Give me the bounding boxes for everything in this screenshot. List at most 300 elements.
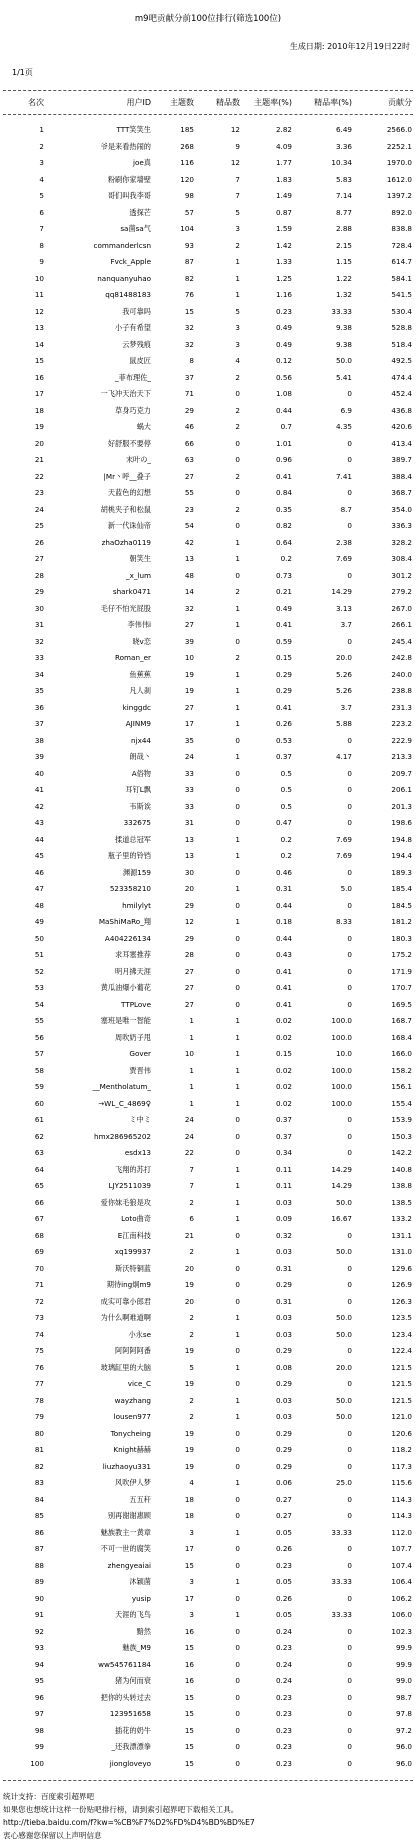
cell-topics: 66: [184, 438, 194, 448]
cell-rank: 67: [34, 1214, 44, 1223]
cell-topics: 48: [184, 570, 194, 580]
cell-rank: 2: [39, 141, 44, 151]
table-header: [0, 96, 416, 110]
cell-rank: 7: [39, 224, 44, 233]
cell-user-id: 胡桃夹子和松鼠: [100, 504, 151, 514]
table-row: [0, 1624, 416, 1641]
cell-rank: 29: [34, 587, 44, 596]
cell-featured: 1: [235, 1164, 240, 1174]
cell-score: 388.4: [391, 471, 412, 481]
table-row: [0, 1756, 416, 1773]
cell-user-id: 插花的奶牛: [115, 1725, 151, 1735]
table-row: [0, 1360, 416, 1377]
cell-user-id: xq199937: [114, 1247, 151, 1256]
cell-featured: 0: [235, 1346, 240, 1355]
cell-featured-rate: 100.0: [331, 1082, 352, 1091]
footer-link[interactable]: http://tieba.baidu.com/f?kw=%CB%F7%D2%FD%D4%BD%BD%E7: [3, 1818, 255, 1827]
cell-featured-rate: 0: [347, 1676, 352, 1685]
cell-rank: 56: [34, 1032, 44, 1042]
cell-user-id: 把你的头转过去: [100, 1692, 151, 1702]
cell-topic-rate: 0.05: [275, 1577, 292, 1586]
cell-score: 336.3: [391, 521, 412, 530]
cell-score: 97.2: [395, 1725, 412, 1735]
cell-featured-rate: 5.88: [335, 719, 352, 728]
cell-score: 121.5: [391, 1395, 412, 1405]
cell-rank: 95: [34, 1676, 44, 1685]
cell-score: 106.4: [391, 1577, 412, 1586]
cell-score: 156.1: [391, 1082, 412, 1091]
cell-topics: 19: [184, 1280, 194, 1289]
cell-topic-rate: 0.02: [275, 1016, 292, 1025]
cell-score: 413.4: [391, 438, 412, 448]
cell-score: 231.3: [391, 702, 412, 712]
cell-topic-rate: 0.84: [275, 488, 292, 497]
footer-invite: 如果您也想统计这样一份贴吧排行榜，请到索引超界吧下载相关工具。: [3, 1805, 239, 1814]
cell-featured-rate: 0: [347, 900, 352, 910]
cell-score: 131.0: [391, 1247, 412, 1256]
cell-featured: 0: [235, 966, 240, 976]
cell-featured-rate: 20.0: [335, 653, 352, 662]
cell-score: 1397.2: [386, 191, 412, 200]
cell-featured: 1: [235, 1313, 240, 1322]
cell-score: 728.4: [391, 240, 412, 250]
cell-featured: 4: [235, 356, 240, 365]
cell-topics: 13: [184, 851, 194, 860]
cell-topics: 2: [189, 1412, 194, 1421]
table-row: [0, 518, 416, 535]
cell-topic-rate: 0.29: [275, 1280, 292, 1289]
cell-topic-rate: 1.08: [275, 389, 292, 398]
cell-user-id: 沐颖菌: [129, 1577, 151, 1586]
cell-rank: 20: [34, 438, 44, 448]
cell-topics: 7: [189, 1164, 194, 1174]
cell-featured: 1: [235, 669, 240, 679]
cell-topics: 55: [184, 488, 194, 497]
cell-topic-rate: 0.31: [275, 1296, 292, 1306]
cell-rank: 43: [34, 818, 44, 827]
cell-score: 107.7: [391, 1544, 412, 1553]
cell-topic-rate: 0.29: [275, 669, 292, 679]
cell-topic-rate: 0.41: [275, 620, 292, 629]
table-row: [0, 865, 416, 882]
cell-user-id: 为什么啊难道啊: [100, 1313, 151, 1322]
cell-featured-rate: 0: [347, 1544, 352, 1553]
cell-score: 1970.0: [386, 158, 412, 167]
cell-featured-rate: 7.69: [335, 834, 352, 844]
cell-topic-rate: 0.05: [275, 1610, 292, 1619]
table-row: [0, 1079, 416, 1096]
cell-topics: 10: [184, 653, 194, 662]
cell-featured-rate: 0: [347, 966, 352, 976]
table-row: [0, 914, 416, 931]
cell-topics: 19: [184, 1445, 194, 1454]
cell-score: 185.4: [391, 884, 412, 893]
cell-rank: 52: [34, 966, 44, 976]
table-row: [0, 122, 416, 139]
cell-topic-rate: 0.23: [275, 1643, 292, 1652]
table-row: [0, 1508, 416, 1525]
cell-featured: 0: [235, 1296, 240, 1306]
cell-user-id: joe真: [132, 158, 151, 167]
cell-rank: 85: [34, 1511, 44, 1520]
cell-user-id: Knight赫赫: [113, 1445, 151, 1454]
cell-topic-rate: 0.87: [275, 207, 292, 217]
cell-featured-rate: 9.38: [335, 323, 352, 332]
cell-featured: 5: [235, 207, 240, 217]
table-row: [0, 1673, 416, 1690]
cell-user-id: commanderlcsn: [93, 240, 151, 250]
cell-topics: 98: [184, 191, 194, 200]
cell-topic-rate: 0.03: [275, 1329, 292, 1339]
cell-topic-rate: 0.03: [275, 1197, 292, 1207]
cell-score: 301.2: [391, 570, 412, 580]
cell-topic-rate: 0.23: [275, 306, 292, 316]
cell-score: 97.8: [395, 1709, 412, 1718]
cell-topic-rate: 0.12: [275, 356, 292, 365]
cell-topics: 21: [184, 1230, 194, 1240]
cell-featured-rate: 14.29: [331, 587, 352, 596]
cell-topics: 22: [184, 1148, 194, 1157]
cell-score: 96.0: [395, 1742, 412, 1751]
cell-topic-rate: 0.2: [280, 834, 292, 844]
cell-featured: 0: [235, 801, 240, 811]
table-row: [0, 1046, 416, 1063]
cell-score: 354.0: [391, 504, 412, 514]
cell-user-id: Fvck_Apple: [110, 257, 151, 266]
cell-featured: 1: [235, 537, 240, 547]
cell-topic-rate: 0.26: [275, 1544, 292, 1553]
cell-user-id: A404226134: [104, 933, 151, 943]
cell-score: 150.3: [391, 1131, 412, 1141]
cell-score: 2566.0: [386, 125, 412, 134]
cell-featured-rate: 5.0: [340, 884, 352, 893]
cell-score: 614.7: [391, 257, 412, 266]
cell-topics: 17: [184, 1544, 194, 1553]
cell-featured-rate: 0: [347, 1346, 352, 1355]
cell-topics: 20: [184, 1296, 194, 1306]
cell-rank: 81: [34, 1445, 44, 1454]
cell-featured: 3: [235, 224, 240, 233]
cell-featured-rate: 0: [347, 1692, 352, 1702]
cell-user-id: Roman_er: [114, 653, 151, 662]
cell-topic-rate: 0.03: [275, 1247, 292, 1256]
cell-score: 121.0: [391, 1412, 412, 1421]
cell-featured: 0: [235, 1560, 240, 1570]
cell-featured: 0: [235, 1593, 240, 1603]
cell-topic-rate: 0.73: [275, 570, 292, 580]
cell-featured: 0: [235, 1544, 240, 1553]
cell-featured-rate: 3.13: [335, 603, 352, 613]
cell-featured-rate: 6.49: [335, 125, 352, 134]
cell-score: 133.2: [391, 1214, 412, 1223]
cell-featured-rate: 33.33: [331, 306, 352, 316]
cell-featured: 1: [235, 851, 240, 860]
cell-featured-rate: 25.0: [335, 1478, 352, 1487]
cell-featured-rate: 50.0: [335, 1395, 352, 1405]
table-row: [0, 766, 416, 783]
cell-topic-rate: 0.26: [275, 1593, 292, 1603]
cell-score: 107.4: [391, 1560, 412, 1570]
cell-score: 112.0: [391, 1527, 412, 1537]
cell-score: 122.4: [391, 1346, 412, 1355]
cell-user-id: 揉道总冠军: [115, 834, 151, 844]
cell-score: 279.2: [391, 587, 412, 596]
cell-featured-rate: 0: [347, 1709, 352, 1718]
cell-user-id: LJY2511039: [108, 1181, 151, 1190]
cell-topics: 82: [184, 273, 194, 283]
cell-featured-rate: 100.0: [331, 1032, 352, 1042]
cell-topics: 32: [184, 339, 194, 349]
cell-featured: 0: [235, 636, 240, 646]
cell-score: 118.2: [391, 1445, 412, 1454]
header-rank: 名次: [28, 98, 44, 107]
cell-rank: 54: [34, 999, 44, 1009]
cell-score: 242.8: [391, 653, 412, 662]
footer-support: 统计支持：百度索引超界吧: [3, 1792, 95, 1801]
divider-top: [3, 90, 413, 91]
table-row: [0, 1426, 416, 1443]
cell-user-id: 阿阿阿阿番: [115, 1346, 151, 1355]
cell-score: 168.7: [391, 1016, 412, 1025]
table-row: [0, 667, 416, 684]
cell-featured-rate: 14.29: [331, 1164, 352, 1174]
cell-featured: 7: [235, 174, 240, 184]
cell-topic-rate: 0.44: [275, 900, 292, 910]
cell-user-id: liuzhaoyu331: [102, 1461, 151, 1471]
table-row: [0, 1525, 416, 1542]
table-row: [0, 188, 416, 205]
table-row: [0, 749, 416, 766]
table-row: [0, 1327, 416, 1344]
cell-topic-rate: 0.03: [275, 1412, 292, 1421]
cell-topics: 10: [184, 1049, 194, 1058]
cell-featured: 1: [235, 917, 240, 926]
cell-topics: 31: [184, 818, 194, 827]
cell-featured-rate: 0: [347, 570, 352, 580]
cell-topics: 15: [184, 1725, 194, 1735]
cell-score: 123.5: [391, 1313, 412, 1322]
cell-rank: 89: [34, 1577, 44, 1586]
cell-score: 126.9: [391, 1280, 412, 1289]
cell-featured: 1: [235, 1577, 240, 1586]
cell-rank: 40: [34, 768, 44, 778]
cell-topics: 30: [184, 867, 194, 877]
cell-featured-rate: 33.33: [331, 1610, 352, 1619]
table-row: [0, 221, 416, 238]
table-row: [0, 799, 416, 816]
cell-topic-rate: 0.59: [275, 636, 292, 646]
table-row: [0, 1723, 416, 1740]
cell-rank: 60: [34, 1098, 44, 1108]
cell-rank: 51: [34, 950, 44, 959]
cell-score: 238.8: [391, 686, 412, 695]
cell-featured-rate: 33.33: [331, 1527, 352, 1537]
cell-topic-rate: 0.49: [275, 323, 292, 332]
cell-topic-rate: 0.23: [275, 1560, 292, 1570]
cell-featured: 1: [235, 752, 240, 761]
cell-user-id: 魅族教主一黄章: [100, 1527, 151, 1537]
cell-topic-rate: 0.96: [275, 455, 292, 464]
cell-topics: 27: [184, 702, 194, 712]
cell-user-id: 渊源159: [122, 867, 151, 877]
cell-topic-rate: 0.02: [275, 1032, 292, 1042]
cell-topic-rate: 0.27: [275, 1511, 292, 1520]
cell-rank: 9: [39, 257, 44, 266]
cell-score: 175.2: [391, 950, 412, 959]
table-row: [0, 1459, 416, 1476]
cell-featured-rate: 0: [347, 1461, 352, 1471]
cell-user-id: 一飞冲天治天下: [100, 389, 151, 398]
cell-featured-rate: 16.67: [331, 1214, 352, 1223]
cell-score: 123.4: [391, 1329, 412, 1339]
cell-topics: 120: [180, 174, 194, 184]
cell-featured: 12: [230, 125, 240, 134]
cell-featured-rate: 100.0: [331, 1098, 352, 1108]
cell-score: 180.3: [391, 933, 412, 943]
cell-rank: 12: [34, 306, 44, 316]
cell-score: 168.4: [391, 1032, 412, 1042]
cell-topics: 33: [184, 768, 194, 778]
cell-topics: 116: [180, 158, 194, 167]
cell-rank: 97: [34, 1709, 44, 1718]
cell-topic-rate: 0.32: [275, 1230, 292, 1240]
cell-topic-rate: 0.41: [275, 999, 292, 1009]
cell-featured-rate: 0: [347, 1593, 352, 1603]
cell-featured: 1: [235, 257, 240, 266]
cell-featured: 0: [235, 1131, 240, 1141]
cell-score: 528.8: [391, 323, 412, 332]
cell-score: 99.9: [395, 1643, 412, 1652]
cell-topics: 19: [184, 1379, 194, 1388]
table-row: [0, 1640, 416, 1657]
cell-featured-rate: 5.26: [335, 686, 352, 695]
cell-user-id: 不可一世的腐笑: [100, 1544, 151, 1553]
cell-topic-rate: 0.11: [275, 1181, 292, 1190]
cell-featured: 0: [235, 1643, 240, 1652]
cell-user-id: 明月拂天涯: [115, 966, 151, 976]
cell-rank: 19: [34, 422, 44, 431]
cell-rank: 76: [34, 1362, 44, 1372]
cell-featured: 1: [235, 884, 240, 893]
cell-user-id: AJINM9: [125, 719, 151, 728]
cell-score: 117.3: [391, 1461, 412, 1471]
cell-rank: 8: [39, 240, 44, 250]
cell-user-id: 李伟伟i: [127, 620, 151, 629]
cell-topics: 6: [189, 1214, 194, 1223]
cell-topic-rate: 0.24: [275, 1659, 292, 1669]
cell-rank: 63: [34, 1148, 44, 1157]
cell-topics: 104: [180, 224, 194, 233]
cell-score: 452.4: [391, 389, 412, 398]
cell-rank: 35: [34, 686, 44, 695]
cell-topics: 15: [184, 1692, 194, 1702]
cell-rank: 34: [34, 669, 44, 679]
table-row: [0, 469, 416, 486]
cell-score: 2252.1: [386, 141, 412, 151]
cell-topics: 2: [189, 1197, 194, 1207]
cell-topic-rate: 0.41: [275, 471, 292, 481]
cell-featured: 2: [235, 240, 240, 250]
table-row: [0, 683, 416, 700]
cell-topic-rate: 0.34: [275, 1148, 292, 1157]
cell-topics: 57: [184, 207, 194, 217]
cell-featured: 0: [235, 785, 240, 794]
cell-topics: 24: [184, 752, 194, 761]
cell-score: 492.5: [391, 356, 412, 365]
cell-topics: 1: [189, 1082, 194, 1091]
table-row: [0, 1145, 416, 1162]
table-row: [0, 1574, 416, 1591]
cell-featured-rate: 14.29: [331, 1181, 352, 1190]
cell-topic-rate: 0.03: [275, 1395, 292, 1405]
cell-rank: 48: [34, 900, 44, 910]
cell-score: 892.0: [391, 207, 412, 217]
cell-topics: 28: [184, 950, 194, 959]
table-row: [0, 172, 416, 189]
cell-featured-rate: 0: [347, 950, 352, 959]
table-row: [0, 1376, 416, 1393]
cell-rank: 27: [34, 554, 44, 563]
cell-score: 389.7: [391, 455, 412, 464]
cell-topics: 2: [189, 1313, 194, 1322]
cell-score: 169.5: [391, 999, 412, 1009]
cell-featured-rate: 50.0: [335, 1313, 352, 1322]
cell-rank: 62: [34, 1131, 44, 1141]
cell-user-id: 五五秆: [129, 1494, 151, 1504]
cell-topic-rate: 1.77: [275, 158, 292, 167]
cell-topic-rate: 0.06: [275, 1478, 292, 1487]
cell-score: 140.8: [391, 1164, 412, 1174]
cell-user-id: 求耳塞推荐: [115, 950, 151, 959]
cell-featured: 1: [235, 1329, 240, 1339]
cell-user-id: 斯沃特铜蓝: [115, 1263, 151, 1273]
cell-featured-rate: 8.33: [335, 917, 352, 926]
cell-score: 194.4: [391, 851, 412, 860]
cell-featured-rate: 0: [347, 1280, 352, 1289]
cell-score: 96.0: [395, 1758, 412, 1768]
cell-topics: 87: [184, 257, 194, 266]
cell-user-id: ww545761184: [98, 1659, 151, 1669]
cell-topic-rate: 1.25: [275, 273, 292, 283]
cell-topic-rate: 0.47: [275, 818, 292, 827]
cell-rank: 61: [34, 1115, 44, 1124]
cell-score: 541.5: [391, 290, 412, 299]
cell-topics: 27: [184, 999, 194, 1009]
table-row: [0, 733, 416, 750]
cell-featured: 0: [235, 455, 240, 464]
cell-user-id: 末叶の_: [125, 455, 151, 464]
table-row: [0, 1162, 416, 1179]
cell-featured-rate: 1.32: [335, 290, 352, 299]
cell-topics: 63: [184, 455, 194, 464]
header-topics: 主题数: [170, 98, 194, 107]
cell-topics: 46: [184, 422, 194, 431]
cell-user-id: 332675: [123, 818, 151, 827]
cell-user-id: 朝笑生: [129, 554, 151, 563]
cell-featured-rate: 0: [347, 801, 352, 811]
table-row: [0, 386, 416, 403]
cell-featured: 0: [235, 521, 240, 530]
cell-featured: 1: [235, 1197, 240, 1207]
cell-user-id: 朗哉丶: [129, 752, 151, 761]
cell-score: 138.5: [391, 1197, 412, 1207]
table-row: [0, 535, 416, 552]
cell-rank: 46: [34, 867, 44, 877]
cell-featured: 0: [235, 1115, 240, 1124]
cell-rank: 10: [34, 273, 44, 283]
cell-featured: 12: [230, 158, 240, 167]
table-row: [0, 1607, 416, 1624]
